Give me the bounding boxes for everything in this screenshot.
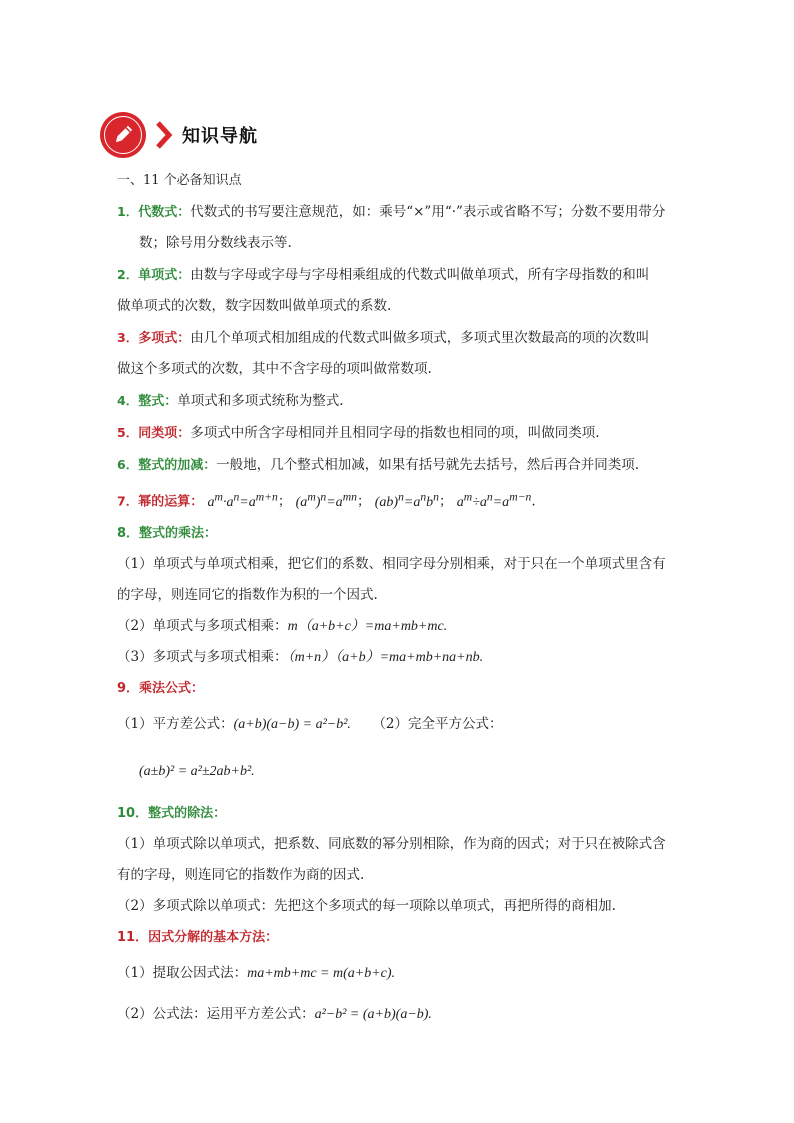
item-keyword: 代数式： <box>138 205 191 220</box>
section-header <box>100 110 258 160</box>
formula: m（a+b+c）=ma+mb+mc. <box>287 618 448 634</box>
item-text-cont: 有的字母，则连同它的指数作为商的因式. <box>117 866 365 883</box>
item-heading: 8．整式的乘法： <box>117 525 218 541</box>
formula-product-power: $(ab)^n=a^nb^n$ <box>374 490 439 510</box>
item-3 <box>117 322 682 385</box>
item-text: （2）公式法：运用平方差公式： <box>117 1005 315 1022</box>
formula-perfect-square: (a±b)² = a²±2ab+b². <box>139 763 255 779</box>
formula-difference-of-squares: (a+b)(a−b) = a²−b². <box>233 716 351 732</box>
knowledge-list <box>117 165 682 1035</box>
item-text-cont: 做这个多项式的次数，其中不含字母的项叫做常数项. <box>117 361 432 377</box>
item-text: （3）多项式与多项式相乘： <box>117 648 288 665</box>
item-11 <box>117 922 682 1035</box>
item-heading: 10．整式的除法： <box>117 805 227 821</box>
item-number: 4． <box>117 393 139 408</box>
item-text: 单项式和多项式统称为整式. <box>177 393 344 409</box>
formula-power-of-power: $(a^m)^n=a^{mn}$ <box>295 490 357 510</box>
item-text-cont: 的字母，则连同它的指数作为积的一个因式. <box>117 586 378 603</box>
item-text: （2）单项式与多项式相乘： <box>117 617 288 634</box>
item-text-cont: 做单项式的次数，数字因数叫做单项式的系数. <box>117 298 392 314</box>
item-1 <box>117 196 682 259</box>
pencil-icon <box>100 112 146 158</box>
formula-power-quotient: $a^m\div a^n=a^{m-n}$ <box>456 490 532 510</box>
item-8 <box>117 518 682 673</box>
item-keyword: 整式： <box>138 394 178 409</box>
item-5 <box>117 417 682 449</box>
item-number: 2． <box>117 267 139 282</box>
item-keyword: 幂的运算： <box>138 494 204 510</box>
item-9 <box>117 673 682 792</box>
item-text: 代数式的书写要注意规范，如：乘号“×”用“·”表示或省略不写；分数不要用带分 <box>190 204 666 220</box>
item-number: 7． <box>117 493 139 509</box>
item-keyword: 多项式： <box>138 331 191 346</box>
item-10 <box>117 798 682 922</box>
chevron-right-icon <box>154 120 174 150</box>
section-title: 一、11 个必备知识点 <box>117 173 242 188</box>
item-text: 由数与字母或字母与字母相乘组成的代数式叫做单项式，所有字母指数的和叫 <box>190 267 650 283</box>
item-keyword: 整式的加减： <box>138 458 217 473</box>
item-number: 6． <box>117 457 139 472</box>
item-text: （2）完全平方公式： <box>372 715 503 732</box>
item-text-cont: 数；除号用分数线表示等. <box>139 235 292 251</box>
formula-difference-of-squares: a²−b² = (a+b)(a−b). <box>314 1006 432 1022</box>
item-4 <box>117 385 682 417</box>
item-7: 7．幂的运算： $a^m\cdot a^n=a^{m+n}$； $(a^m)^n=a^{mn}$； $(ab)^n=a^nb^n$； $a^m\div a^n=a^{m-n}$. <box>117 490 536 510</box>
item-text: （1）提取公因式法： <box>117 964 248 981</box>
item-number: 1． <box>117 204 139 219</box>
item-heading: 9．乘法公式： <box>117 680 205 696</box>
item-text: （2）多项式除以单项式：先把这个多项式的每一项除以单项式，再把所得的商相加. <box>117 897 616 914</box>
item-number: 3． <box>117 330 139 345</box>
formula: （m+n）（a+b）=ma+mb+na+nb. <box>287 649 484 665</box>
item-text: （1）单项式与单项式相乘，把它们的系数、相同字母分别相乘，对于只在一个单项式里含有 <box>117 555 666 572</box>
item-number: 5． <box>117 425 139 440</box>
formula-common-factor: ma+mb+mc = m(a+b+c). <box>247 965 396 981</box>
item-6 <box>117 449 682 481</box>
item-keyword: 同类项： <box>138 426 191 441</box>
item-text: （1）单项式除以单项式，把系数、同底数的幂分别相除，作为商的因式；对于只在被除式含 <box>117 835 666 852</box>
item-text: 由几个单项式相加组成的代数式叫做多项式，多项式里次数最高的项的次数叫 <box>190 330 650 346</box>
page-title: 知识导航 <box>182 126 258 147</box>
item-text: 一般地，几个整式相加减，如果有括号就先去括号，然后再合并同类项. <box>216 457 640 473</box>
item-2 <box>117 259 682 322</box>
item-heading: 11．因式分解的基本方法： <box>117 929 279 945</box>
item-text: （1）平方差公式： <box>117 715 234 732</box>
formula-power-product: $a^m\cdot a^n=a^{m+n}$ <box>207 490 278 510</box>
item-text: 多项式中所含字母相同并且相同字母的指数也相同的项，叫做同类项. <box>190 425 600 441</box>
item-keyword: 单项式： <box>138 268 191 283</box>
